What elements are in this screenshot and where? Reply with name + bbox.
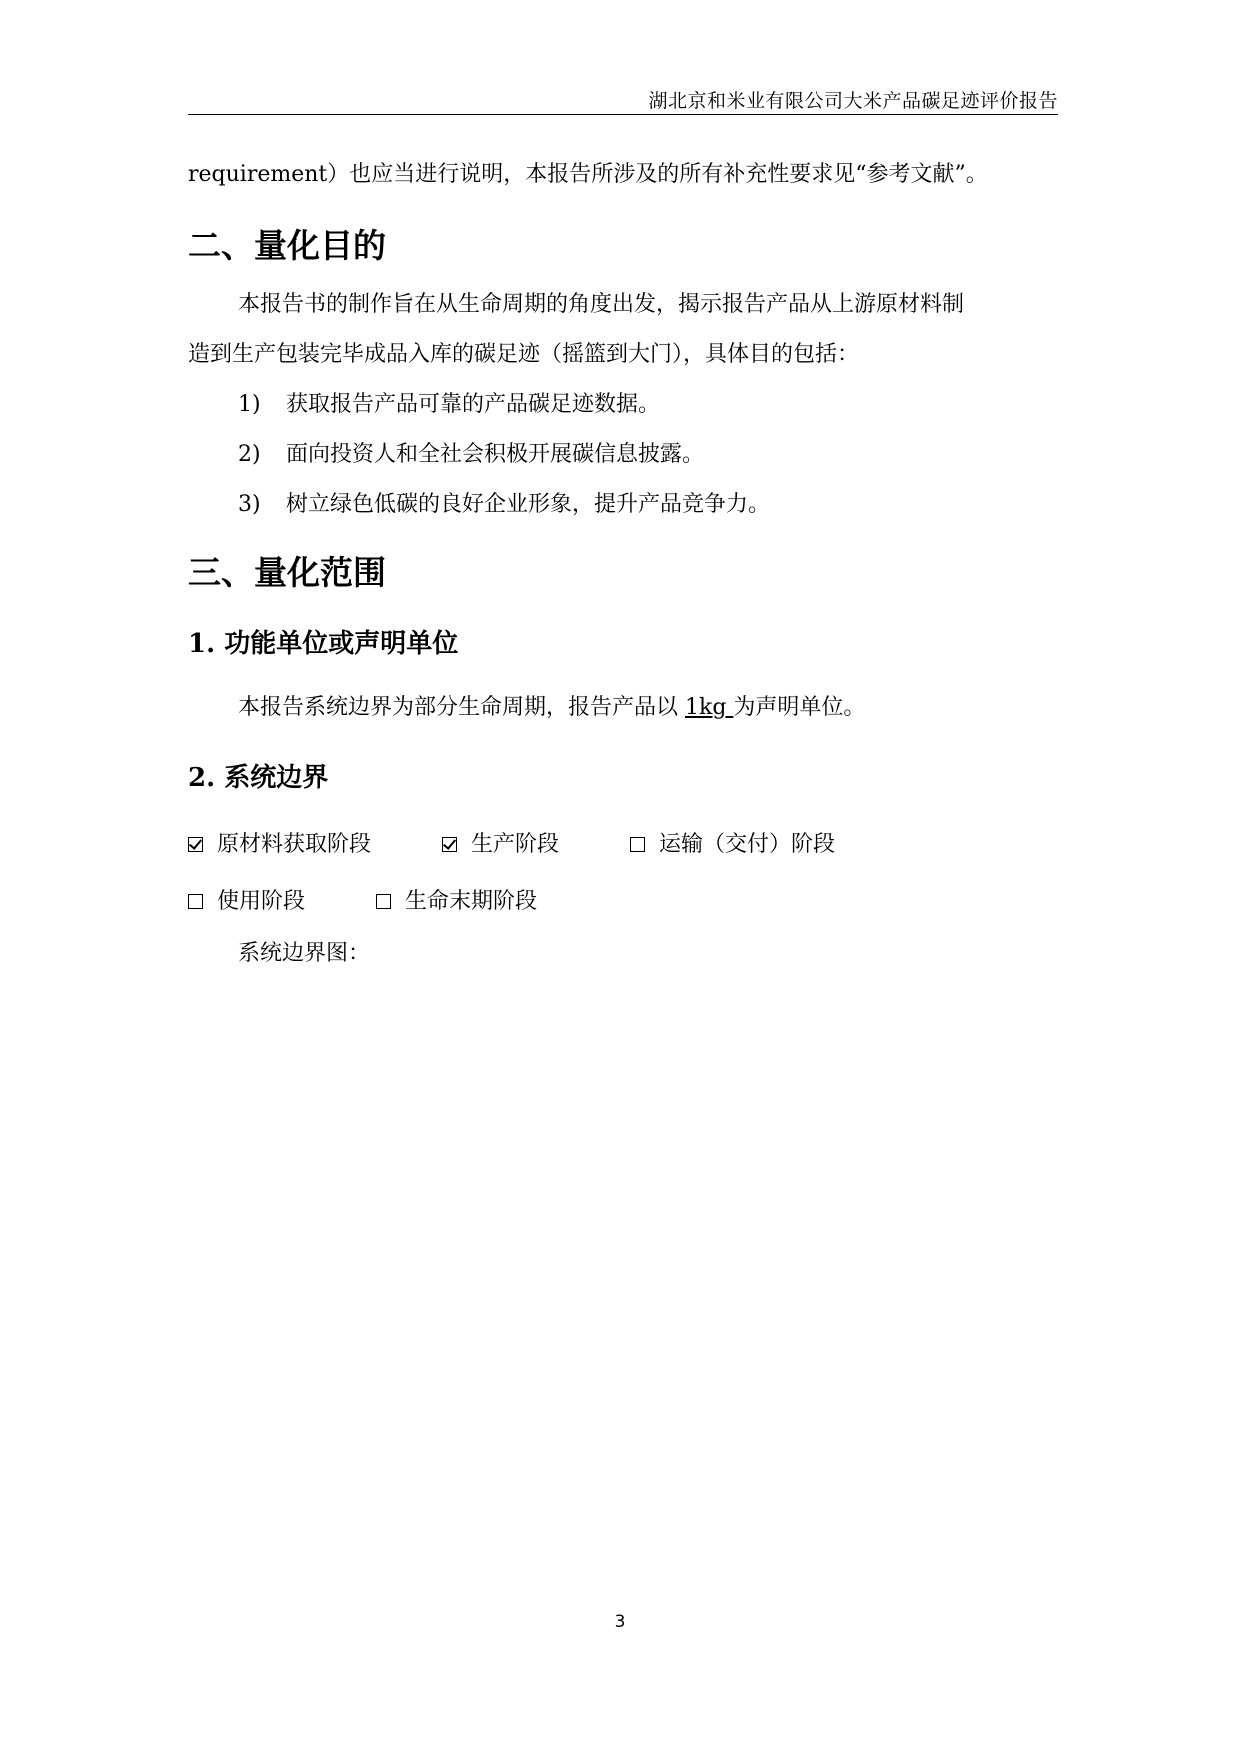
option-label: 运输（交付）阶段 bbox=[659, 832, 836, 857]
empty-checkbox-icon bbox=[188, 894, 203, 909]
header-rule bbox=[188, 114, 1058, 115]
empty-checkbox-icon bbox=[376, 894, 391, 909]
option-label: 使用阶段 bbox=[217, 889, 306, 914]
section-heading-scope: 三、量化范围 bbox=[188, 553, 386, 592]
option-label: 原材料获取阶段 bbox=[217, 832, 372, 857]
checked-checkbox-icon bbox=[188, 837, 203, 852]
list-item-number: 3) bbox=[238, 492, 261, 517]
option-label: 生产阶段 bbox=[471, 832, 560, 857]
list-item bbox=[238, 389, 660, 421]
continued-paragraph: requirement）也应当进行说明，本报告所涉及的所有补充性要求见“参考文献”。 bbox=[188, 162, 988, 187]
list-item-number: 1) bbox=[238, 392, 261, 417]
purpose-paragraph-line-1: 本报告书的制作旨在从生命周期的角度出发，揭示报告产品从上游原材料制 bbox=[238, 292, 965, 317]
boundary-options-row-2 bbox=[188, 886, 601, 918]
option-transport-stage bbox=[630, 829, 835, 861]
functional-unit-text-before: 本报告系统边界为部分生命周期，报告产品以 bbox=[238, 695, 685, 720]
functional-unit-paragraph bbox=[238, 692, 1108, 724]
option-raw-material-stage bbox=[188, 829, 371, 861]
declared-unit-value: 1kg bbox=[685, 695, 734, 720]
subsection-heading-system-boundary: 2. 系统边界 bbox=[188, 763, 329, 793]
purpose-paragraph-line-2: 造到生产包装完毕成品入库的碳足迹（摇篮到大门），具体目的包括： bbox=[188, 342, 860, 367]
list-item-text: 树立绿色低碳的良好企业形象，提升产品竞争力。 bbox=[286, 492, 771, 517]
functional-unit-text-after: 为声明单位。 bbox=[733, 695, 866, 720]
option-use-stage bbox=[188, 886, 305, 918]
empty-checkbox-icon bbox=[630, 837, 645, 852]
boundary-options-row-1 bbox=[188, 829, 899, 861]
running-header: 湖北京和米业有限公司大米产品碳足迹评价报告 bbox=[648, 90, 1058, 112]
list-item bbox=[238, 439, 704, 471]
subsection-heading-functional-unit: 1. 功能单位或声明单位 bbox=[188, 629, 459, 659]
system-boundary-diagram-label: 系统边界图： bbox=[238, 941, 371, 966]
option-label: 生命末期阶段 bbox=[405, 889, 538, 914]
section-heading-purpose: 二、量化目的 bbox=[188, 226, 386, 265]
option-end-of-life-stage bbox=[376, 886, 537, 918]
list-item bbox=[238, 489, 770, 521]
list-item-text: 面向投资人和全社会积极开展碳信息披露。 bbox=[286, 442, 705, 467]
list-item-number: 2) bbox=[238, 442, 261, 467]
checked-checkbox-icon bbox=[442, 837, 457, 852]
option-production-stage bbox=[442, 829, 559, 861]
page-number: 3 bbox=[614, 1612, 626, 1632]
list-item-text: 获取报告产品可靠的产品碳足迹数据。 bbox=[286, 392, 661, 417]
